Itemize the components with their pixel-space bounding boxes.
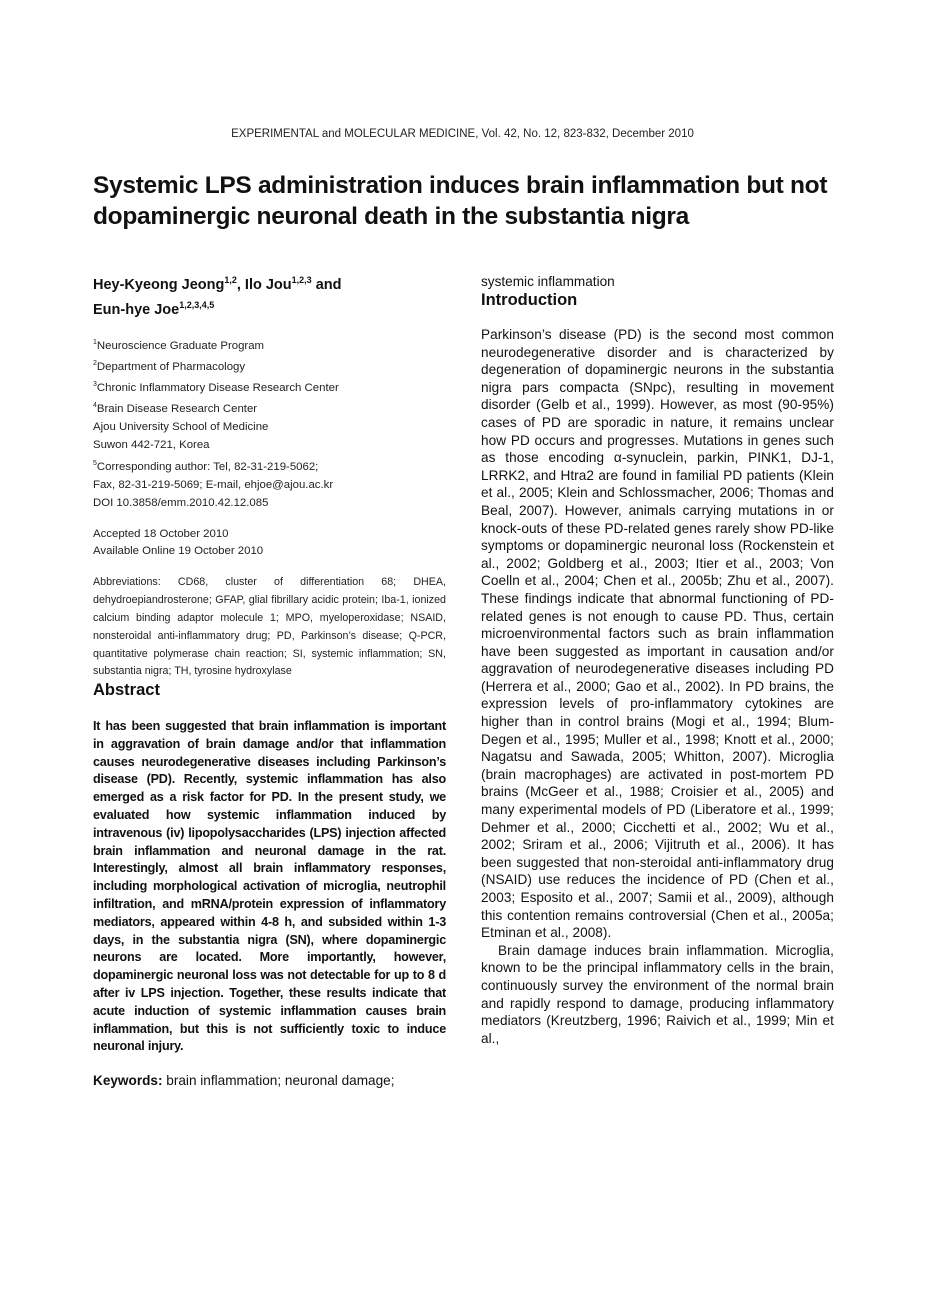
introduction-paragraph: Brain damage induces brain inflammation. Microglia, known to be the principal inflammatory cells in the brain, continuously survey the environment of the normal brain and rapidly respond to damage, producing inflammatory mediators (Kreutzberg, 1996; Raivich et al., 1999; Min et al., [481, 942, 834, 1046]
affiliation-text: Department of Pharmacology [96, 360, 246, 373]
affiliation-line [93, 455, 446, 476]
affiliation-line [93, 376, 446, 397]
affiliation-text: Suwon 442-721, Korea [93, 439, 210, 452]
affiliation-marker: 4 [93, 401, 97, 409]
affiliation-text: Chronic Inflammatory Disease Research Center [96, 381, 339, 394]
keywords-label: Keywords: [93, 1073, 163, 1089]
author-affiliation-marker: 1,2,3 [291, 275, 312, 285]
affiliation-marker: 2 [93, 359, 97, 367]
left-column [93, 270, 446, 1090]
article-title: Systemic LPS administration induces brain inflammation but not dopaminergic neuronal death in the substantia nigra [93, 172, 828, 230]
right-column [481, 270, 834, 1047]
affiliation-text: Brain Disease Research Center [96, 402, 258, 415]
introduction-body [481, 326, 834, 1047]
author-affiliation-marker: 1,2,3,4,5 [179, 299, 215, 310]
affiliation-line [93, 436, 446, 454]
author-affiliation-marker: 1,2 [224, 275, 237, 285]
accepted-date: Accepted 18 October 2010 [93, 528, 229, 541]
affiliation-text: Neuroscience Graduate Program [96, 339, 265, 352]
author-name: Hey-Kyeong Jeong [93, 276, 225, 293]
doi-line [93, 494, 446, 512]
introduction-heading: Introduction [481, 291, 578, 309]
publication-dates [93, 526, 446, 560]
abstract-text: It has been suggested that brain inflammation is important in aggravation of brain damage and/or that inflammation causes neurodegenerative diseases including Parkinson’s disease (PD). Recently, systemic inflammation has also emerged as a risk factor for PD. In the present study, we evaluated how systemic inflammation induced by intravenous (iv) lipopolysaccharides (LPS) injection affected brain inflammation and neuronal damage in the rat. Interestingly, almost all brain inflammatory responses, including morphological activation of microglia, neutrophil infiltration, and mRNA/protein expression of inflammatory mediators, appeared within 4-8 h, and subsided within 1-3 days, in the substantia nigra (SN), where dopaminergic neurons are located. More importantly, however, dopaminergic neuronal loss was not detectable for up to 8 d after iv LPS injection. Together, these results indicate that acute induction of systemic inflammation causes brain inflammation, but this is not sufficiently toxic to induce neuronal injury. [93, 719, 446, 1054]
introduction-paragraph: Parkinson’s disease (PD) is the second most common neurodegenerative disorder and is characterized by degeneration of dopaminergic neurons in the substantia nigra pars compacta (SNpc), resulting in movement disorder (Gelb et al., 1999). However, as most (90-95%) cases of PD are sporadic in nature, it remains unclear how PD occurs and progresses. Mutations in genes such as those encoding α-synuclein, parkin, PINK1, DJ-1, LRRK2, and Htra2 are found in familial PD patients (Klein et al., 2005; Klein and Schlossmacher, 2006; Thomas and Beal, 2007). However, animals carrying mutations in or knock-outs of these PD-related genes rarely show PD-like symptoms or dopaminergic neuronal loss (Rockenstein et al., 2002; Goldberg et al., 2003; Itier et al., 2003; Von Coelln et al., 2004; Chen et al., 2005b; Zhu et al., 2007). These findings indicate that abnormal functioning of PD-related genes is not enough to cause PD. Thus, certain microenvironmental factors such as brain inflammation have been suggested as important in causation and/or aggravation of neurodegenerative diseases including PD (Herrera et al., 2000; Gao et al., 2002). In PD brains, the expression levels of pro-inflammatory cytokines are higher than in control brains (Mogi et al., 1994; Blum-Degen et al., 1995; Muller et al., 1998; Knott et al., 2000; Nagatsu and Sawada, 2005; Whitton, 2007). Microglia (brain macrophages) are activated in post-mortem PD brains (McGeer et al., 1988; Croisier et al., 2005) and many experimental models of PD (Liberatore et al., 1999; Dehmer et al., 2000; Cicchetti et al., 2002; Wu et al., 2002; Sriram et al., 2006; Vijitruth et al., 2006). It has been suggested that non-steroidal anti-inflammatory drug (NSAID) use reduces the incidence of PD (Chen et al., 2003; Esposito et al., 2007; Samii et al., 2009), although this contention remains controversial (Chen et al., 2005a; Etminan et al., 2008). [481, 327, 834, 941]
affiliation-line [93, 476, 446, 494]
affiliation-line [93, 418, 446, 436]
author-list [93, 270, 446, 320]
doi-text: DOI 10.3858/emm.2010.42.12.085 [93, 497, 269, 510]
author-separator: , [236, 276, 245, 293]
abbreviations: Abbreviations: CD68, cluster of differentiation 68; DHEA, dehydroepiandrosterone; GFAP, glial fibrillary acidic protein; Iba-1, ionized calcium binding adaptor molecule 1; MPO, myeloperoxidase; NSAID, nonsteroidal anti-inflammatory drug; PD, Parkinson’s disease; Q-PCR, quantitative polymerase chain reaction; SI, systemic inflammation; SN, substantia nigra; TH, tyrosine hydroxylase [93, 576, 446, 678]
keywords-continued: systemic inflammation [481, 274, 615, 289]
abstract-heading: Abstract [93, 681, 160, 700]
affiliation-marker: 3 [93, 380, 97, 388]
online-date: Available Online 19 October 2010 [93, 545, 264, 558]
author-name: Ilo Jou [244, 276, 292, 293]
affiliation-list [93, 334, 446, 513]
affiliation-line [93, 334, 446, 355]
affiliation-text: Ajou University School of Medicine [93, 421, 269, 434]
affiliation-text: Fax, 82-31-219-5069; E-mail, ehjoe@ajou.ac.kr [93, 478, 334, 491]
affiliation-text: Corresponding author: Tel, 82-31-219-5062; [96, 460, 319, 473]
affiliation-marker: 1 [93, 338, 97, 346]
author-separator: and [311, 276, 342, 293]
journal-header: EXPERIMENTAL and MOLECULAR MEDICINE, Vol. 42, No. 12, 823-832, December 2010 [231, 128, 694, 140]
author-name: Eun-hye Joe [93, 301, 180, 318]
affiliation-line [93, 355, 446, 376]
keywords [93, 1072, 446, 1090]
affiliation-line [93, 397, 446, 418]
affiliation-marker: 5 [93, 459, 97, 467]
keywords-text: brain inflammation; neuronal damage; [166, 1073, 395, 1089]
